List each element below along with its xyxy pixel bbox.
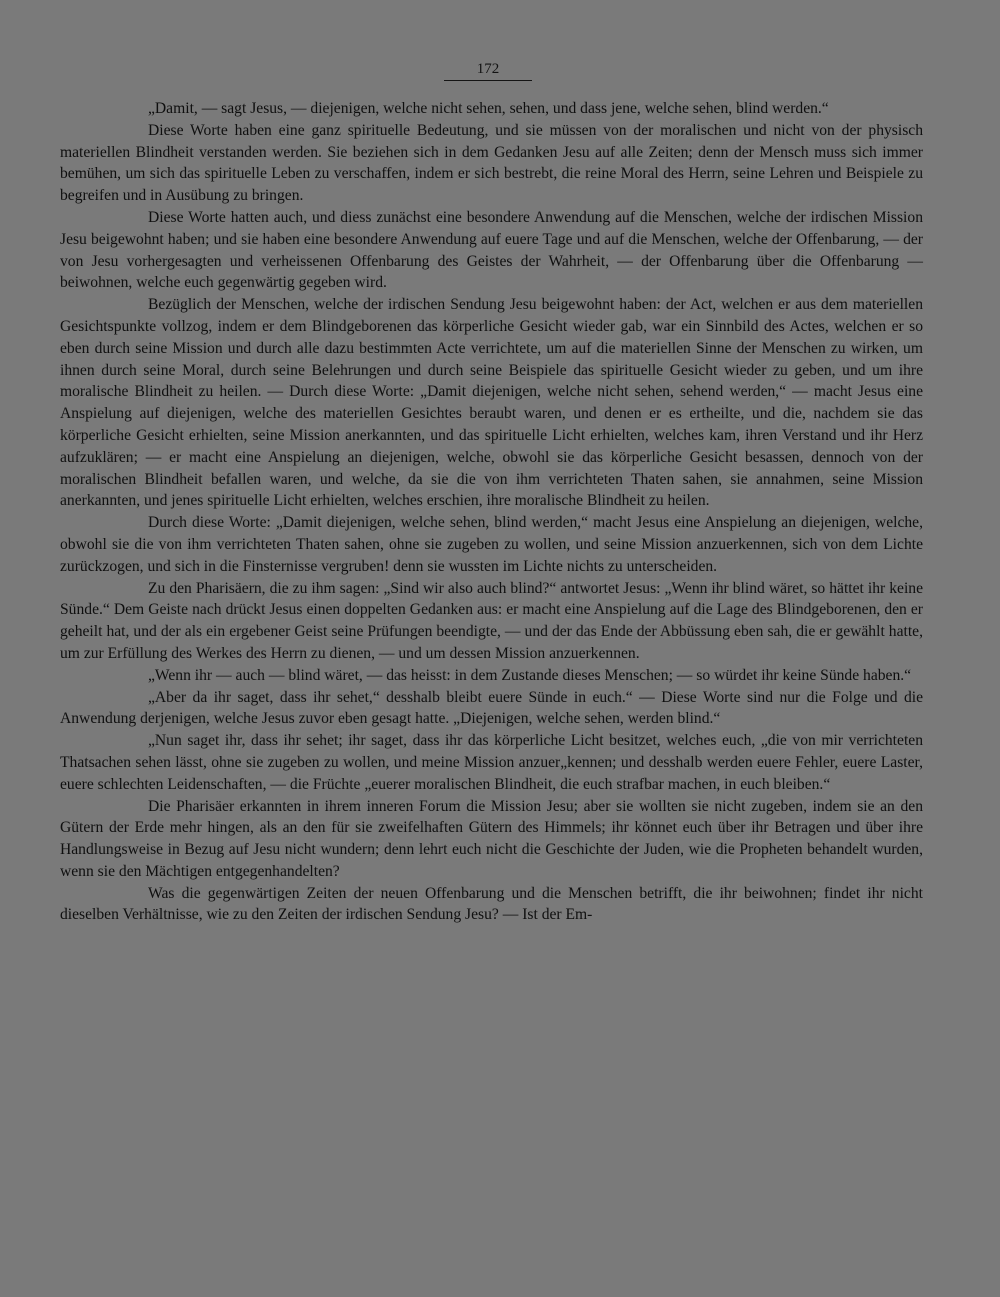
page-number: 172 — [476, 61, 500, 77]
body-text — [60, 98, 923, 926]
paragraph: „Aber da ihr saget, dass ihr sehet,“ desshalb bleibt euere Sünde in euch.“ — Diese Worte sind nur die Folge und die Anwendung derjenigen, welche Jesus zuvor eben gesagt hatte. „Diejenigen, welche sehen, werden blind.“ — [60, 688, 923, 728]
paragraph: Diese Worte hatten auch, und diess zunächst eine besondere Anwendung auf die Menschen, welche der irdischen Mission Jesu beigewohnt haben; und sie haben eine besondere Anwendung auf euere Tage und auf die Menschen, welche der Offenbarung, — der von Jesu vorhergesagten und verheissenen Offenbarung des Geistes der Wahrheit, — der Offenbarung über die Offenbarung — beiwohnen, welche euch gegenwärtig gegeben wird. — [60, 208, 923, 292]
paragraph: Bezüglich der Menschen, welche der irdischen Sendung Jesu beigewohnt haben: der Act, welchen er aus dem materiellen Gesichtspunkte vollzog, indem er dem Blindgeborenen das körperliche Gesicht wieder gab, war ein Sinnbild des Actes, welchen er so eben durch seine Mission und durch alle dazu bestimmten Acte verrichtete, um auf die materiellen Sinne der Menschen zu wirken, um ihnen durch seine Moral, durch seine Belehrungen und durch seine Beispiele das spirituelle Gesicht wieder zu geben, und um ihre moralische Blindheit zu heilen. — Durch diese Worte: „Damit diejenigen, welche nicht sehen, sehend werden,“ — macht Jesus eine Anspielung auf diejenigen, welche des materiellen Gesichtes beraubt waren, und denen er es ertheilte, und die, nachdem sie das körperliche Gesicht erhielten, seine Mission anerkannten, und das spirituelle Licht erhielten, welches kam, ihren Verstand und ihr Herz aufzuklären; — er macht eine Anspielung an diejenigen, welche, obwohl sie das körperliche Gesicht besassen, dennoch von der moralischen Blindheit befallen waren, und welche, da sie die von ihm verrichteten Thaten sahen, sie annahmen, seine Mission anerkannten, und jenes spirituelle Licht erhielten, welches erschien, ihre moralische Blindheit zu heilen. — [60, 296, 923, 510]
header-rule — [444, 80, 532, 81]
paragraph: Zu den Pharisäern, die zu ihm sagen: „Sind wir also auch blind?“ antwortet Jesus: „Wenn ihr blind wäret, so hättet ihr keine Sünde.“ Dem Geiste nach drückt Jesus einen doppelten Gedanken aus: er macht eine Anspielung auf die Lage des Blindgeborenen, den er geheilt hat, und der als ein ergebener Geist seine Prüfungen beendigte, — und der das Ende der Abbüssung eben sah, die er gewählt hatte, um zur Erfüllung des Werkes des Herrn zu dienen, — und um dessen Mission anzuerkennen. — [60, 579, 923, 662]
paragraph: Die Pharisäer erkannten in ihrem inneren Forum die Mission Jesu; aber sie wollten sie nicht zugeben, indem sie an den Gütern der Erde mehr hingen, als an den für sie zweifelhaften Gütern des Himmels; ihr könnet euch über ihr Betragen und über ihre Handlungsweise in Bezug auf Jesu nicht wundern; denn lehrt euch nicht die Geschichte der Juden, wie die Propheten behandelt wurden, wenn sie den Mächtigen entgegenhandelten? — [60, 797, 923, 880]
paragraph: „Damit, — sagt Jesus, — diejenigen, welche nicht sehen, sehen, und dass jene, welche sehen, blind werden.“ — [148, 100, 829, 117]
paragraph: „Nun saget ihr, dass ihr sehet; ihr saget, dass ihr das körperliche Licht besitzet, welches euch, „die von mir verrichteten Thatsachen sehen lässt, ohne sie zugeben zu wollen, und meine Mission anzuer„kennen; und desshalb werden euere Fehler, euere Laster, euere schlechten Leidenschaften, — die Früchte „euerer moralischen Blindheit, die euch strafbar machen, in euch bleiben.“ — [60, 732, 923, 793]
paragraph: Durch diese Worte: „Damit diejenigen, welche sehen, blind werden,“ macht Jesus eine Anspielung an diejenigen, welche, obwohl sie die von ihm verrichteten Thaten sahen, ohne sie zugeben zu wollen, und seine Mission anzuerkennen, sich von dem Lichte zurückzogen, und sich in die Finsternisse vergruben! denn sie wussten im Lichte nichts zu unterscheiden. — [60, 514, 923, 575]
paragraph: „Wenn ihr — auch — blind wäret, — das heisst: in dem Zustande dieses Menschen; — so würdet ihr keine Sünde haben.“ — [148, 666, 912, 684]
paragraph: Was die gegenwärtigen Zeiten der neuen Offenbarung und die Menschen betrifft, die ihr beiwohnen; findet ihr nicht dieselben Verhältnisse, wie zu den Zeiten der irdischen Sendung Jesu? — Ist der Em- — [60, 884, 923, 924]
paragraph: Diese Worte haben eine ganz spirituelle Bedeutung, und sie müssen von der moralischen und nicht von der physisch materiellen Blindheit verstanden werden. Sie beziehen sich in dem Gedanken Jesu auf alle Zeiten; denn der Mensch muss sich immer bemühen, um sich das spirituelle Leben zu verschaffen, indem er sich bestrebt, die reine Moral des Herrn, seine Lehren und Beispiele zu begreifen und in Ausübung zu bringen. — [60, 121, 923, 205]
